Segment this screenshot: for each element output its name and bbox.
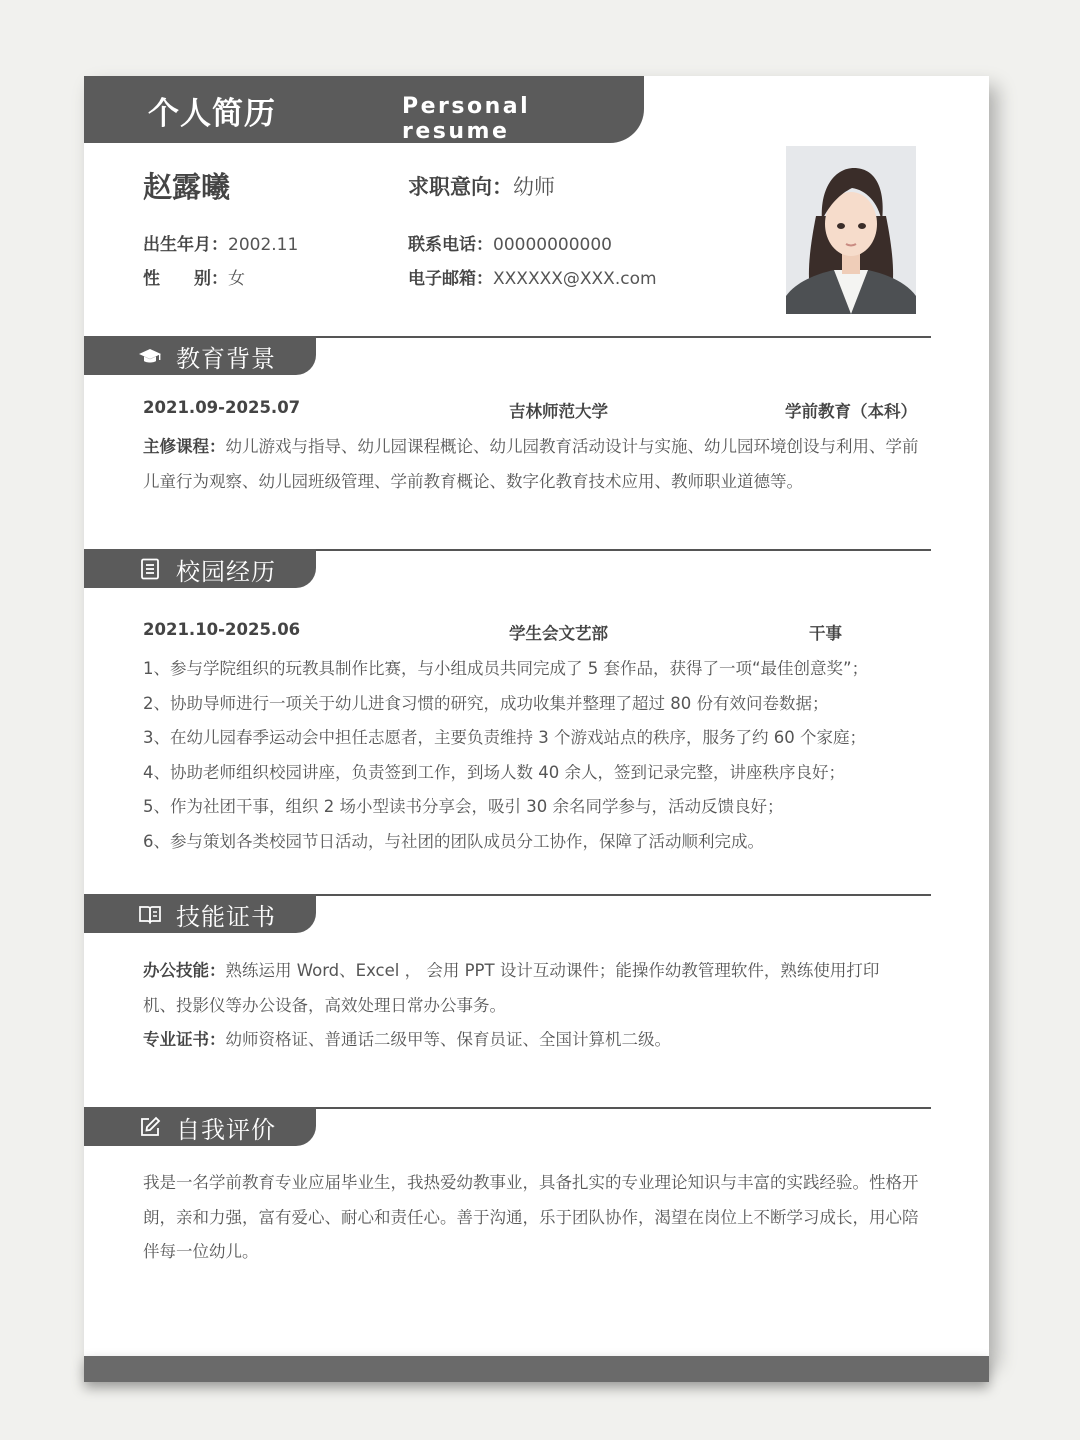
self-line-1: 我是一名学前教育专业应届毕业生，我热爱幼教事业，具备扎实的专业理论知识与丰富的实践经验。性格开 [143, 1173, 919, 1192]
list-item: 1、参与学院组织的玩教具制作比赛，与小组成员共同完成了 5 套作品，获得了一项“最佳创意奖”； [143, 659, 869, 678]
section-self-evaluation [84, 1107, 931, 1147]
education-school: 吉林师范大学 [509, 402, 608, 421]
birth-label: 出生年月： [143, 235, 228, 255]
birth-info [143, 230, 298, 255]
header-title-en: Personal resume [402, 94, 531, 144]
birth-value: 2002.11 [228, 235, 299, 255]
gender-value: 女 [228, 269, 245, 289]
education-major: 学前教育（本科） [785, 402, 917, 421]
section-title: 教育背景 [176, 345, 276, 373]
office-text-1: 熟练运用 Word、Excel ， 会用 PPT 设计互动课件；能操作幼教管理软件，熟练使用打印 [225, 961, 880, 980]
gender-info [143, 264, 245, 289]
education-courses [143, 430, 931, 499]
objective [408, 171, 555, 201]
section-title: 校园经历 [176, 558, 276, 586]
cert-label: 专业证书： [143, 1030, 226, 1049]
section-education [84, 336, 931, 376]
phone-info [408, 230, 612, 255]
courses-line-1 [143, 430, 931, 465]
section-title: 技能证书 [176, 903, 276, 931]
email-info [408, 264, 657, 289]
section-campus [84, 549, 931, 589]
skills-content [143, 954, 931, 1058]
self-line-3: 伴每一位幼儿。 [143, 1242, 259, 1261]
education-period: 2021.09-2025.07 [143, 398, 301, 417]
section-tab [84, 336, 316, 375]
portrait-illustration [786, 146, 916, 314]
gender-label: 性 别： [143, 269, 228, 289]
graduation-cap-icon [138, 344, 162, 368]
section-tab [84, 1107, 316, 1146]
self-line-2: 朗，亲和力强，富有爱心、耐心和责任心。善于沟通，乐于团队协作，渴望在岗位上不断学习成长，用心陪 [143, 1207, 919, 1227]
courses-line-2: 儿童行为观察、幼儿园班级管理、学前教育概论、数字化教育技术应用、教师职业道德等。 [143, 471, 803, 491]
list-item: 5、作为社团干事，组织 2 场小型读书分享会，吸引 30 余名同学参与，活动反馈良好； [143, 797, 784, 816]
header-title-cn: 个人简历 [148, 96, 276, 132]
paper-bottom-edge [84, 1356, 989, 1382]
section-title: 自我评价 [176, 1116, 276, 1144]
section-skills [84, 894, 931, 934]
resume-paper [84, 76, 989, 1358]
objective-value: 幼师 [513, 175, 555, 199]
edit-pencil-icon [138, 1115, 162, 1139]
office-skills-line-2: 机、投影仪等办公设备，高效处理日常办公事务。 [143, 995, 506, 1015]
campus-period: 2021.10-2025.06 [143, 620, 301, 639]
certificates-line [143, 1023, 931, 1058]
courses-label: 主修课程： [143, 437, 226, 456]
objective-label: 求职意向： [408, 175, 513, 199]
phone-value: 00000000000 [493, 235, 612, 255]
list-item: 3、在幼儿园春季运动会中担任志愿者，主要负责维持 3 个游戏站点的秩序，服务了约 60 个家庭； [143, 728, 866, 747]
list-item: 2、协助导师进行一项关于幼儿进食习惯的研究，成功收集并整理了超过 80 份有效问卷数据； [143, 693, 829, 713]
profile-photo [786, 146, 916, 314]
phone-label: 联系电话： [408, 235, 493, 255]
campus-org: 学生会文艺部 [509, 624, 608, 643]
candidate-name: 赵露曦 [143, 170, 231, 204]
section-tab [84, 894, 316, 933]
header-bar [84, 76, 644, 143]
office-label: 办公技能： [143, 961, 226, 980]
office-skills-line-1 [143, 954, 931, 989]
courses-text-1: 幼儿游戏与指导、幼儿园课程概论、幼儿园教育活动设计与实施、幼儿园环境创设与利用、学前 [225, 437, 919, 456]
email-value: XXXXXX@XXX.com [493, 269, 657, 289]
campus-items [143, 652, 931, 859]
cert-value: 幼师资格证、普通话二级甲等、保育员证、全国计算机二级。 [225, 1030, 671, 1049]
campus-role: 干事 [809, 624, 842, 643]
section-tab [84, 549, 316, 588]
open-book-icon [138, 902, 162, 926]
email-label: 电子邮箱： [408, 269, 493, 289]
list-item: 4、协助老师组织校园讲座，负责签到工作，到场人数 40 余人，签到记录完整，讲座秩序良好； [143, 762, 845, 782]
list-item: 6、参与策划各类校园节日活动，与社团的团队成员分工协作，保障了活动顺利完成。 [143, 831, 764, 851]
self-evaluation-text [143, 1166, 931, 1270]
document-list-icon [138, 557, 162, 581]
